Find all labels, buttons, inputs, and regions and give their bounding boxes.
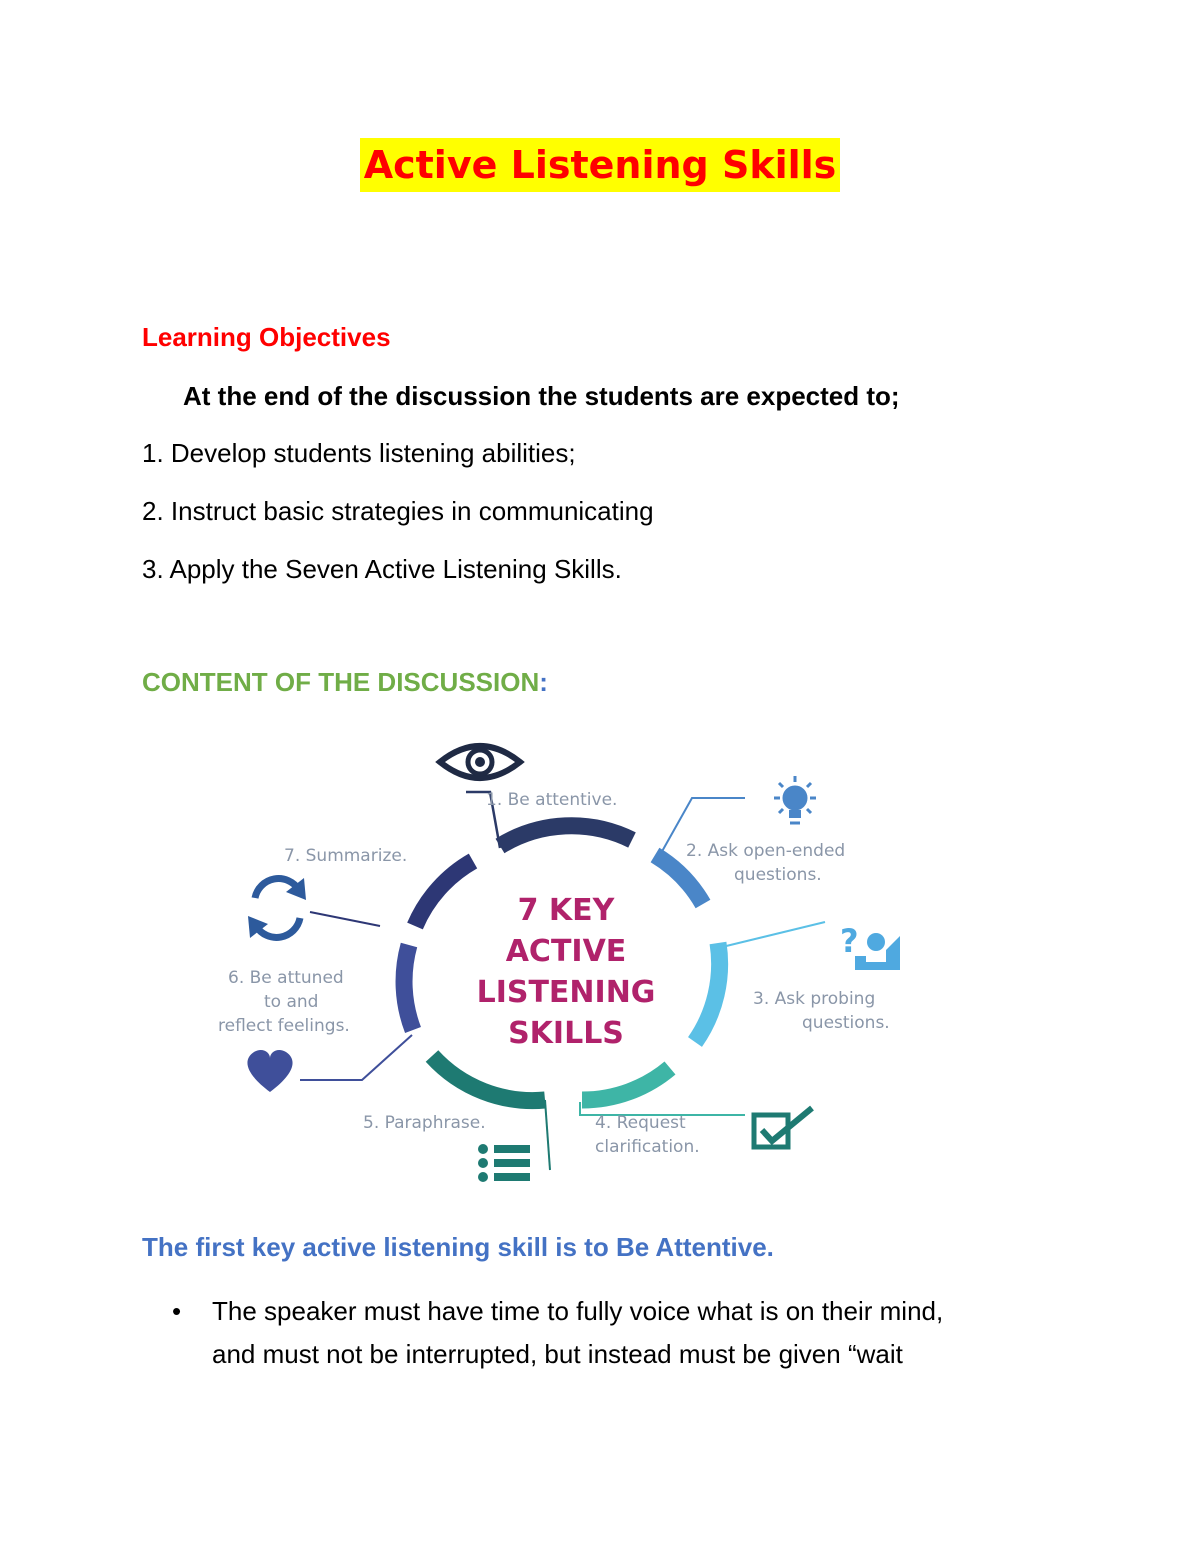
segment-3-probing [695, 943, 720, 1042]
learning-objectives-heading: Learning Objectives [142, 322, 391, 352]
connector-7 [310, 912, 380, 926]
connector-5 [545, 1100, 550, 1170]
page-title: Active Listening Skills [360, 138, 841, 192]
diagram-svg [200, 730, 940, 1210]
content-heading-colon: : [539, 667, 548, 697]
heart-icon [247, 1050, 292, 1092]
segment-6-attuned [404, 945, 413, 1030]
bullet-marker: • [172, 1296, 182, 1326]
content-heading-text: CONTENT OF THE DISCUSSION [142, 667, 540, 697]
skill-2-label: 2. Ask open-ended [686, 841, 846, 861]
objective-item: 3. Apply the Seven Active Listening Skills. [142, 554, 622, 584]
eye-icon [440, 746, 520, 778]
skill-2-label-line2: questions. [734, 865, 822, 885]
skill-7-label: 7. Summarize. [284, 846, 408, 866]
bullet-item [172, 1290, 1052, 1376]
segment-2-open-ended [655, 855, 703, 904]
intro-text: At the end of the discussion the students are expected to; [183, 381, 900, 411]
segment-1-attentive [500, 826, 632, 846]
skill-6-label-line2: to and [264, 992, 319, 1012]
center-line: ACTIVE [505, 934, 627, 969]
segment-5-paraphrase [432, 1056, 545, 1101]
objective-item: 2. Instruct basic strategies in communicating [142, 496, 654, 526]
connector-3 [718, 922, 825, 948]
skill-3-label: 3. Ask probing [753, 989, 876, 1009]
segment-7-summarize [415, 861, 473, 926]
question-person-icon [840, 922, 900, 970]
checkbox-icon [754, 1108, 812, 1147]
bullet-line: and must not be interrupted, but instead must be given “wait [212, 1339, 903, 1369]
skill-1-label: 1. Be attentive. [486, 790, 618, 810]
center-line: LISTENING [476, 975, 656, 1010]
refresh-icon [248, 878, 306, 938]
title-wrap [0, 138, 1200, 192]
skill-3-label-line2: questions. [802, 1013, 890, 1033]
segment-4-clarification [582, 1068, 670, 1100]
skill-4-label-line2: clarification. [595, 1137, 700, 1157]
first-skill-heading: The first key active listening skill is to Be Attentive. [142, 1232, 774, 1262]
svg-text:?: ? [840, 922, 859, 960]
bullet-line: The speaker must have time to fully voice what is on their mind, [212, 1296, 944, 1326]
center-line: SKILLS [508, 1016, 624, 1051]
objective-item: 1. Develop students listening abilities; [142, 438, 576, 468]
skill-5-label: 5. Paraphrase. [363, 1113, 486, 1133]
skill-4-label: 4. Request [595, 1113, 686, 1133]
skill-6-label-line3: reflect feelings. [218, 1016, 350, 1036]
center-line: 7 KEY [517, 893, 615, 928]
seven-skills-diagram [200, 730, 940, 1210]
lightbulb-icon [774, 776, 816, 823]
content-heading [142, 667, 548, 698]
skill-6-label: 6. Be attuned [228, 968, 344, 988]
list-icon [478, 1144, 530, 1182]
connector-6 [300, 1035, 412, 1080]
